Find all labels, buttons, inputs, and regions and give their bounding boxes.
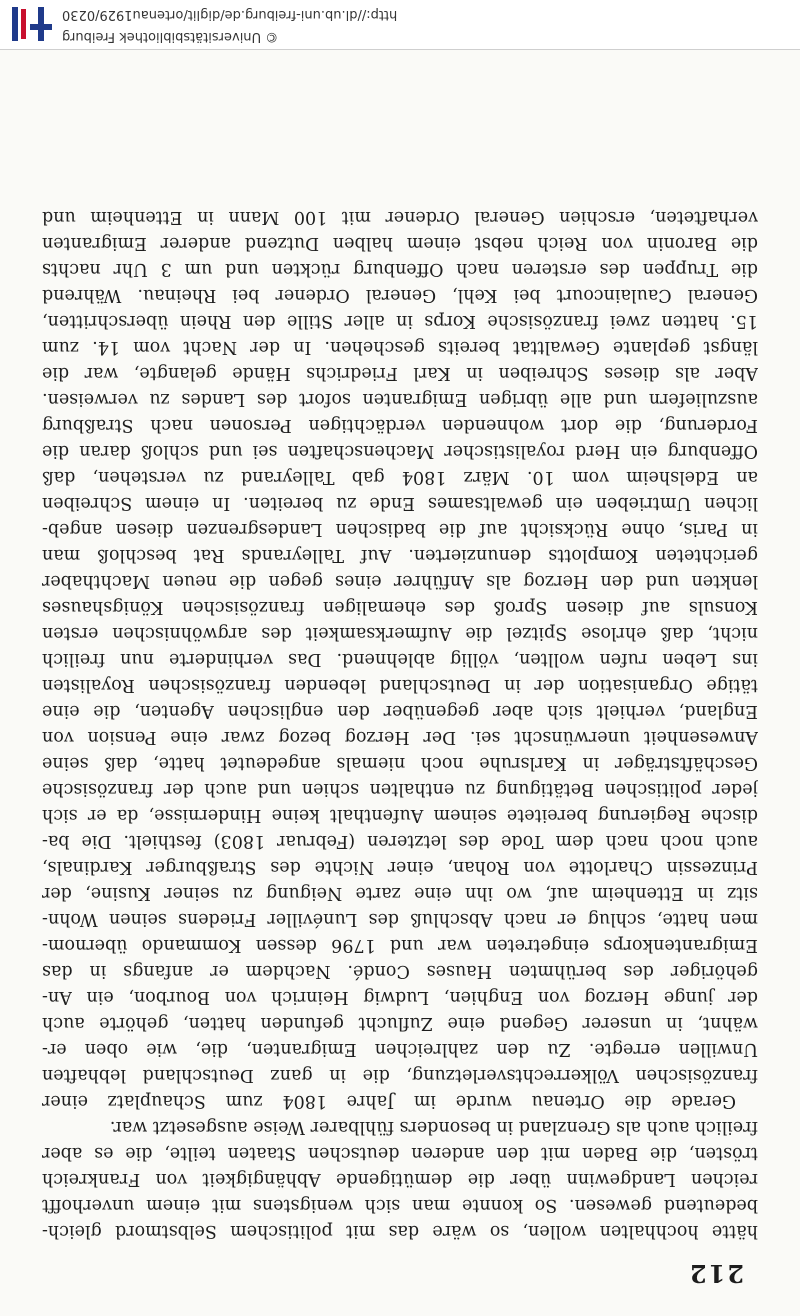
text-line: hätte hochhalten wollen, so wäre das mit politischem Selbstmord gleich-: [42, 1221, 758, 1241]
text-line: die Truppen des ersteren nach Offenburg rückten und um 3 Uhr nachts: [42, 259, 758, 279]
text-line: auszuliefern und alle übrigen Emigranten sofort des Landes zu verweisen.: [42, 389, 758, 409]
text-line: längst geplante Gewalttat bereits geschehen. In der Nacht vom 14. zum: [42, 337, 758, 357]
text-line: auch noch nach dem Tode des letzteren (Februar 1803) festhielt. Die ba-: [42, 831, 758, 851]
text-line: lichen Umtrieben ein gewaltsames Ende zu bereiten. In einem Schreiben: [42, 493, 758, 513]
page-number: 212: [687, 1259, 744, 1288]
text-line: dische Regierung bereitete seinem Aufenthalt keine Hindernisse, da er sich: [42, 805, 758, 825]
text-line: Geschäftsträger in Karlsruhe noch niemals angedeutet hatte, daß seine: [42, 753, 758, 773]
text-line: verhafteten, erschien General Ordener mit 100 Mann in Ettenheim und: [42, 207, 758, 227]
text-line: Gerade die Ortenau wurde im Jahre 1804 zum Schauplatz einer: [42, 1091, 736, 1111]
text-line: Prinzessin Charlotte von Rohan, einer Nichte des Straßburger Kardinals,: [42, 857, 758, 877]
text-line: England, verhielt sich aber gegenüber den englischen Agenten, die eine: [42, 701, 758, 721]
text-line: ins Leben rufen wollten, völlig ablehnend. Das verhinderte nun freilich: [42, 649, 758, 669]
scanned-page: [0, 50, 800, 1316]
text-line: 15. hatten zwei französische Korps in aller Stille den Rhein überschritten,: [42, 311, 758, 331]
text-line: tätige Organisation der in Deutschland lebenden französischen Royalisten: [42, 675, 758, 695]
repository-footer: [0, 0, 800, 50]
body-text: [42, 204, 758, 1244]
text-line: nicht, daß ehrlose Spitzel die Aufmerksamkeit des argwöhnischen ersten: [42, 623, 758, 643]
text-line: an Edelsheim vom 10. März 1804 gab Talleyrand zu verstehen, daß: [42, 467, 758, 487]
text-line: bedeutend gewesen. So konnte man sich wenigstens mit einem unverhofft: [42, 1195, 758, 1215]
text-line: jeder politischen Betätigung zu enthalten schien und auch der französische: [42, 779, 758, 799]
copyright-notice: © Universitätsbibliothek Freiburg: [62, 29, 279, 44]
text-line: die Baronin von Reich nebst einem halben Dutzend anderer Emigranten: [42, 233, 758, 253]
text-line: lenkten und den Herzog als Anführer eines gegen die neuen Machthaber: [42, 571, 758, 591]
text-line: der junge Herzog von Enghien, Ludwig Heinrich von Bourbon, ein An-: [42, 987, 758, 1007]
text-line: reichen Landgewinn über die demütigende Abhängigkeit von Frankreich: [42, 1169, 758, 1189]
text-line: freilich auch als Grenzland in besonders fühlbarer Weise ausgesetzt war.: [109, 1117, 758, 1137]
text-line: General Caulaincourt bei Kehl, General Ordener bei Rheinau. Während: [42, 285, 758, 305]
text-line: Aber als dieses Schreiben in Karl Friedrichs Hände gelangte, war die: [42, 363, 758, 383]
text-line: wähnt, in unserer Gegend eine Zuflucht gefunden hatten, gehörte auch: [42, 1013, 758, 1033]
text-line: Unwillen erregte. Zu den zahlreichen Emigranten, die, wie oben er-: [42, 1039, 758, 1059]
text-line: gehöriger des berühmten Hauses Condé. Nachdem er anfangs in das: [42, 961, 758, 981]
university-library-logo-icon: [10, 7, 52, 41]
text-line: sitz in Ettenheim auf, wo ihn eine zarte Neigung zu seiner Kusine, der: [42, 883, 758, 903]
text-line: gerichteten Komplotts denunzierten. Auf Talleyrands Rat beschloß man: [42, 545, 758, 565]
text-line: Anwesenheit unerwünscht sei. Der Herzog bezog zwar eine Pension von: [42, 727, 758, 747]
text-line: Konsuls auf diesen Sproß des ehemaligen französischen Königshauses: [42, 597, 758, 617]
text-line: Forderung, die dort wohnenden verdächtigen Personen nach Straßburg: [42, 415, 758, 435]
text-line: in Paris, ohne Rücksicht auf die badischen Landesgrenzen diesen angeb-: [42, 519, 758, 539]
text-line: men hatte, schlug er nach Abschluß des Lunéviller Friedens seinen Wohn-: [42, 909, 758, 929]
text-line: trösten, die Baden mit den anderen deutschen Staaten teilte, die es aber: [42, 1143, 758, 1163]
text-line: Emigrantenkorps eingetreten war und 1796 dessen Kommando übernom-: [42, 935, 758, 955]
source-url-link[interactable]: http://dl.ub.uni-freiburg.de/diglit/ortenau1929/0230: [62, 7, 398, 22]
text-line: Offenburg ein Herd royalistischer Machenschaften sei und schloß daran die: [42, 441, 758, 461]
text-line: französischen Völkerrechtsverletzung, die in ganz Deutschland lebhaften: [42, 1065, 758, 1085]
